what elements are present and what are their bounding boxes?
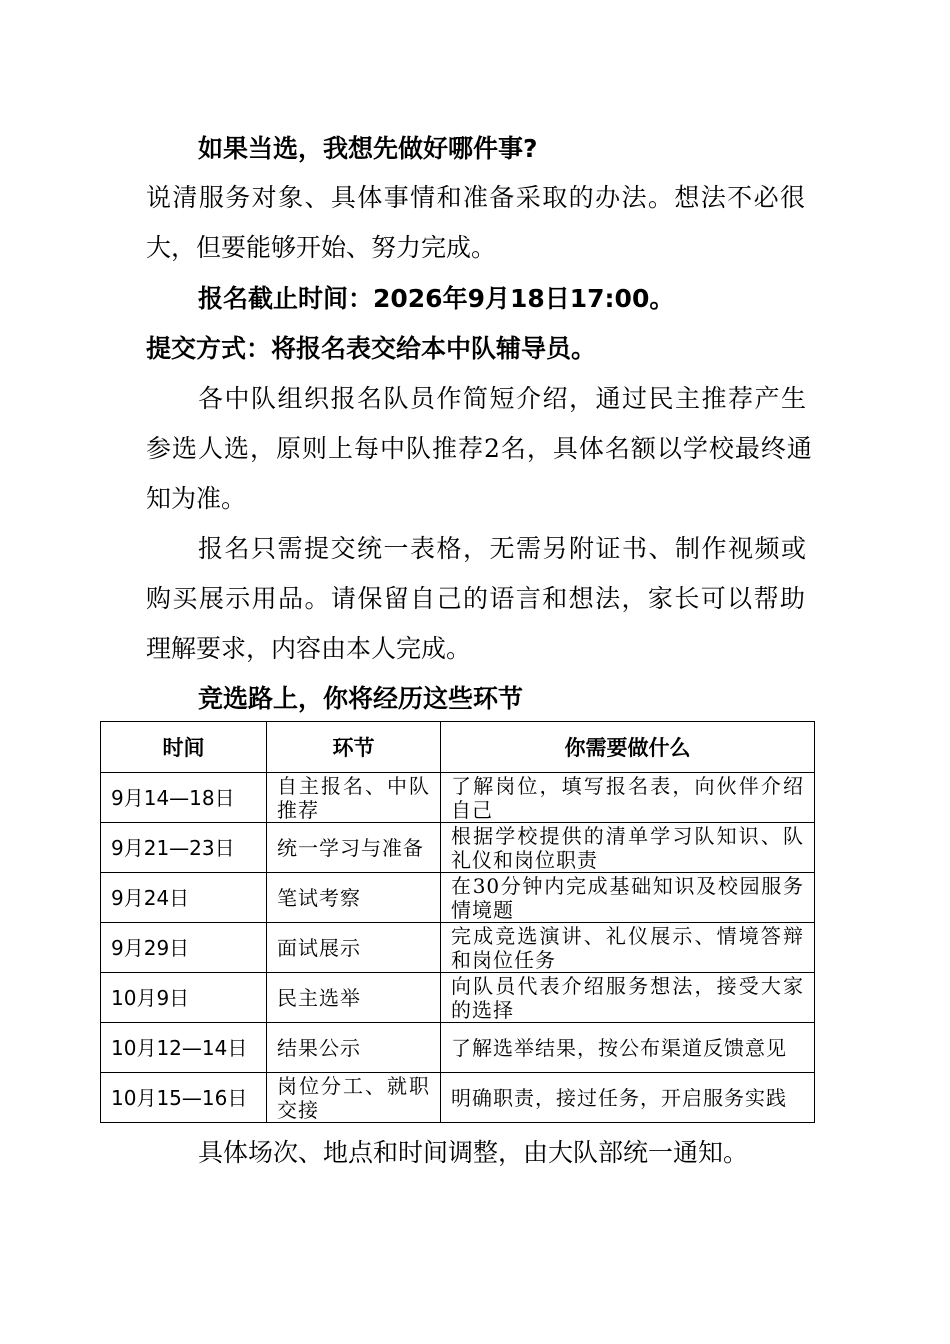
row-step: 面试展示 — [267, 923, 441, 973]
row-todo: 了解选举结果，按公布渠道反馈意见 — [441, 1023, 815, 1073]
header-time: 时间 — [101, 722, 267, 773]
row-time: 10月15—16日 — [101, 1073, 267, 1123]
recommend-paragraph-line: 各中队组织报名队员作简短介绍，通过民主推荐产生 — [198, 384, 806, 413]
form-paragraph-line: 报名只需提交统一表格，无需另附证书、制作视频或 — [198, 534, 806, 563]
row-todo: 根据学校提供的清单学习队知识、队礼仪和岗位职责 — [441, 823, 815, 873]
schedule-row — [101, 973, 815, 1023]
schedule-table — [100, 721, 815, 1123]
row-step: 民主选举 — [267, 973, 441, 1023]
schedule-row — [101, 1023, 815, 1073]
schedule-row — [101, 873, 815, 923]
submit-method-text: 提交方式：将报名表交给本中队辅导员。 — [146, 334, 597, 363]
schedule-row — [101, 923, 815, 973]
schedule-title: 竞选路上，你将经历这些环节 — [198, 684, 524, 713]
row-todo: 向队员代表介绍服务想法，接受大家的选择 — [441, 973, 815, 1023]
schedule-row — [101, 1073, 815, 1123]
row-step: 笔试考察 — [267, 873, 441, 923]
recommend-paragraph-line: 参选人选，原则上每中队推荐2名，具体名额以学校最终通 — [146, 434, 813, 463]
header-step: 环节 — [267, 722, 441, 773]
row-step: 自主报名、中队推荐 — [267, 773, 441, 823]
row-step: 结果公示 — [267, 1023, 441, 1073]
row-todo: 完成竞选演讲、礼仪展示、情境答辩和岗位任务 — [441, 923, 815, 973]
row-todo: 在30分钟内完成基础知识及校园服务情境题 — [441, 873, 815, 923]
question-description-line: 大，但要能够开始、努力完成。 — [146, 233, 497, 262]
question-heading: 如果当选，我想先做好哪件事? — [198, 134, 538, 163]
row-time: 9月14—18日 — [101, 773, 267, 823]
row-time: 10月12—14日 — [101, 1023, 267, 1073]
row-todo: 明确职责，接过任务，开启服务实践 — [441, 1073, 815, 1123]
row-step: 岗位分工、就职交接 — [267, 1073, 441, 1123]
schedule-row — [101, 823, 815, 873]
row-step: 统一学习与准备 — [267, 823, 441, 873]
deadline-text: 报名截止时间：2026年9月18日17:00。 — [198, 284, 675, 313]
closing-note: 具体场次、地点和时间调整，由大队部统一通知。 — [198, 1138, 749, 1167]
row-time: 9月24日 — [101, 873, 267, 923]
question-description-line: 说清服务对象、具体事情和准备采取的办法。想法不必很 — [146, 183, 806, 212]
schedule-row — [101, 773, 815, 823]
row-time: 9月21—23日 — [101, 823, 267, 873]
recommend-paragraph-line: 知为准。 — [146, 484, 247, 513]
form-paragraph-line: 理解要求，内容由本人完成。 — [146, 634, 472, 663]
row-todo: 了解岗位，填写报名表，向伙伴介绍自己 — [441, 773, 815, 823]
header-todo: 你需要做什么 — [441, 722, 815, 773]
row-time: 9月29日 — [101, 923, 267, 973]
form-paragraph-line: 购买展示用品。请保留自己的语言和想法，家长可以帮助 — [146, 584, 806, 613]
schedule-header-row — [101, 722, 815, 773]
row-time: 10月9日 — [101, 973, 267, 1023]
